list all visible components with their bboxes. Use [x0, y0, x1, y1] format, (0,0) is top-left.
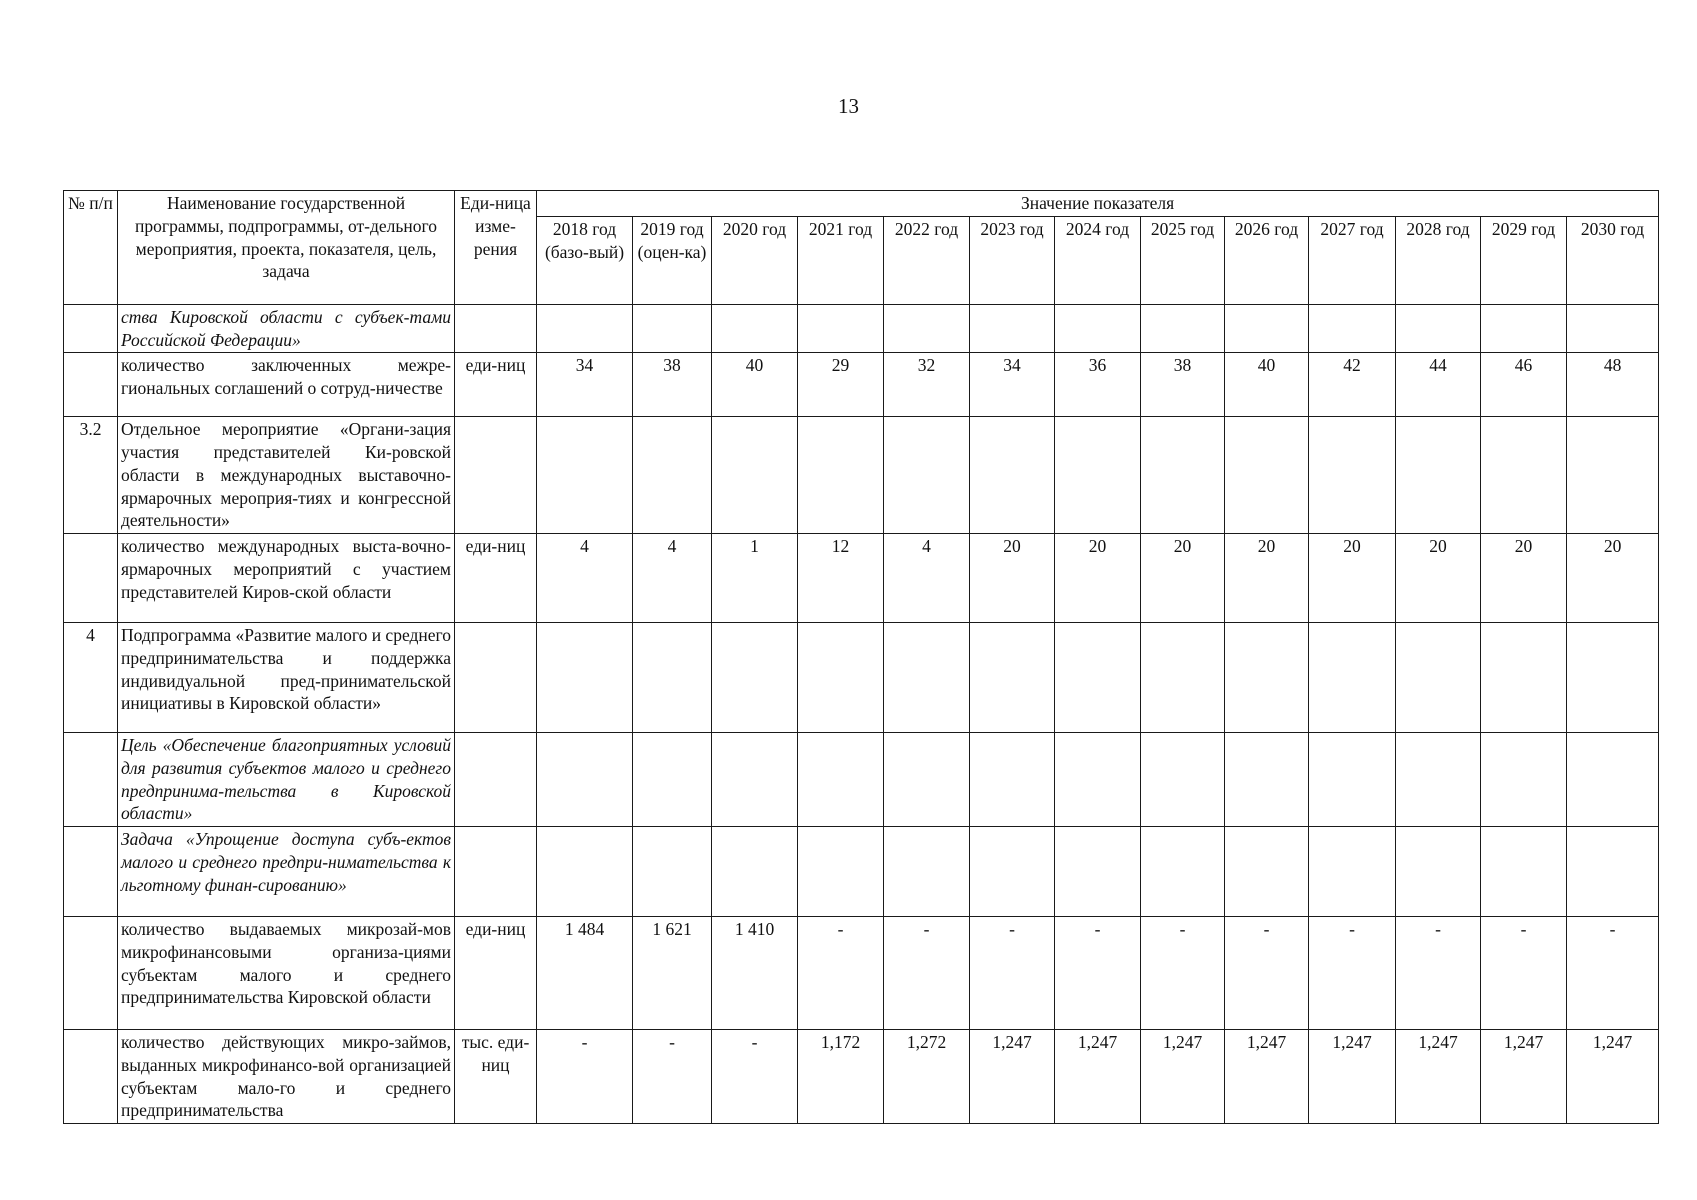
value-cell: 1,247: [970, 1030, 1055, 1124]
value-cell: [970, 417, 1055, 534]
value-cell: [798, 417, 884, 534]
value-cell: [1141, 827, 1225, 917]
value-cell: 44: [1396, 353, 1481, 417]
value-cell: [1309, 417, 1396, 534]
value-cell: [1225, 827, 1309, 917]
value-cell: 1,247: [1225, 1030, 1309, 1124]
header-value-group: Значение показателя: [537, 191, 1659, 217]
value-cell: 1,247: [1396, 1030, 1481, 1124]
value-cell: -: [1225, 917, 1309, 1030]
value-cell: [712, 623, 798, 733]
row-unit: еди-ниц: [455, 534, 537, 623]
table-row: [64, 534, 1659, 623]
row-number: [64, 1030, 118, 1124]
value-cell: [1225, 304, 1309, 353]
value-cell: [633, 623, 712, 733]
value-cell: [1141, 733, 1225, 827]
row-name: количество международных выста-вочно-ярмарочных мероприятий с участием представителей Киров-ской области: [118, 534, 455, 623]
value-cell: 20: [1481, 534, 1567, 623]
value-cell: [1396, 733, 1481, 827]
value-cell: -: [1309, 917, 1396, 1030]
row-name: количество действующих микро-займов, выданных микрофинансо-вой организацией субъектам мало-го и среднего предпринимательства: [118, 1030, 455, 1124]
header-year: 2023 год: [970, 216, 1055, 304]
row-name: количество выдаваемых микрозай-мов микрофинансовыми организа-циями субъектам малого и среднего предпринимательства Кировской области: [118, 917, 455, 1030]
row-unit: [455, 417, 537, 534]
value-cell: 4: [537, 534, 633, 623]
value-cell: -: [798, 917, 884, 1030]
value-cell: -: [884, 917, 970, 1030]
table-row: [64, 623, 1659, 733]
table-row: [64, 304, 1659, 353]
value-cell: 1,247: [1055, 1030, 1141, 1124]
value-cell: [970, 304, 1055, 353]
value-cell: [537, 733, 633, 827]
value-cell: [1396, 417, 1481, 534]
value-cell: [537, 827, 633, 917]
value-cell: 20: [1141, 534, 1225, 623]
value-cell: 42: [1309, 353, 1396, 417]
value-cell: [1141, 417, 1225, 534]
header-unit: Еди-ница изме-рения: [455, 191, 537, 305]
row-number: [64, 534, 118, 623]
value-cell: [1055, 304, 1141, 353]
value-cell: 20: [1567, 534, 1659, 623]
value-cell: [798, 304, 884, 353]
value-cell: -: [1141, 917, 1225, 1030]
table-row: [64, 733, 1659, 827]
value-cell: [1481, 623, 1567, 733]
row-number: [64, 304, 118, 353]
value-cell: -: [1567, 917, 1659, 1030]
value-cell: [712, 733, 798, 827]
value-cell: [1567, 733, 1659, 827]
value-cell: 32: [884, 353, 970, 417]
value-cell: [1481, 417, 1567, 534]
row-name: ства Кировской области с субъек-тами Российской Федерации»: [118, 304, 455, 353]
value-cell: [884, 623, 970, 733]
value-cell: 38: [633, 353, 712, 417]
header-name: Наименование государственной программы, подпрограммы, от-дельного мероприятия, проекта, показателя, цель, задача: [118, 191, 455, 305]
row-unit: [455, 827, 537, 917]
table-row: [64, 917, 1659, 1030]
value-cell: [1055, 733, 1141, 827]
value-cell: [1481, 733, 1567, 827]
value-cell: 48: [1567, 353, 1659, 417]
value-cell: [1141, 304, 1225, 353]
value-cell: [712, 417, 798, 534]
value-cell: 20: [970, 534, 1055, 623]
value-cell: [970, 733, 1055, 827]
header-num: № п/п: [64, 191, 118, 305]
value-cell: [1141, 623, 1225, 733]
value-cell: -: [1055, 917, 1141, 1030]
value-cell: [884, 827, 970, 917]
value-cell: -: [633, 1030, 712, 1124]
table-row: [64, 827, 1659, 917]
value-cell: 38: [1141, 353, 1225, 417]
value-cell: -: [537, 1030, 633, 1124]
value-cell: [1225, 623, 1309, 733]
row-name: Задача «Упрощение доступа субъ-ектов малого и среднего предпри-нимательства к льготному финан-сированию»: [118, 827, 455, 917]
row-number: [64, 733, 118, 827]
value-cell: 1 410: [712, 917, 798, 1030]
value-cell: [970, 827, 1055, 917]
value-cell: [1567, 827, 1659, 917]
table-row: [64, 353, 1659, 417]
row-number: 4: [64, 623, 118, 733]
value-cell: 20: [1396, 534, 1481, 623]
value-cell: 4: [633, 534, 712, 623]
value-cell: 20: [1055, 534, 1141, 623]
header-year: 2019 год (оцен-ка): [633, 216, 712, 304]
value-cell: [537, 417, 633, 534]
header-year: 2021 год: [798, 216, 884, 304]
value-cell: [633, 417, 712, 534]
value-cell: 20: [1309, 534, 1396, 623]
value-cell: [1309, 623, 1396, 733]
value-cell: [1225, 417, 1309, 534]
table-body: [64, 304, 1659, 1123]
value-cell: [1567, 623, 1659, 733]
value-cell: 1 484: [537, 917, 633, 1030]
value-cell: [1481, 827, 1567, 917]
row-name: Подпрограмма «Развитие малого и среднего предпринимательства и поддержка индивидуальной пред-принимательской инициативы в Кировской области»: [118, 623, 455, 733]
value-cell: 1 621: [633, 917, 712, 1030]
value-cell: 1,247: [1309, 1030, 1396, 1124]
value-cell: 4: [884, 534, 970, 623]
value-cell: 1,247: [1141, 1030, 1225, 1124]
value-cell: [1055, 623, 1141, 733]
value-cell: 46: [1481, 353, 1567, 417]
header-year: 2024 год: [1055, 216, 1141, 304]
value-cell: [1396, 623, 1481, 733]
value-cell: [1567, 417, 1659, 534]
value-cell: 1,172: [798, 1030, 884, 1124]
value-cell: [1396, 304, 1481, 353]
row-unit: тыс. еди-ниц: [455, 1030, 537, 1124]
value-cell: 1: [712, 534, 798, 623]
header-year: 2020 год: [712, 216, 798, 304]
row-unit: еди-ниц: [455, 917, 537, 1030]
table-row: [64, 1030, 1659, 1124]
row-unit: [455, 304, 537, 353]
value-cell: 1,247: [1481, 1030, 1567, 1124]
value-cell: -: [712, 1030, 798, 1124]
value-cell: [633, 304, 712, 353]
value-cell: [884, 733, 970, 827]
value-cell: -: [1396, 917, 1481, 1030]
value-cell: 34: [970, 353, 1055, 417]
header-year: 2022 год: [884, 216, 970, 304]
value-cell: [798, 733, 884, 827]
row-unit: еди-ниц: [455, 353, 537, 417]
value-cell: [1055, 417, 1141, 534]
value-cell: 34: [537, 353, 633, 417]
table-row: [64, 417, 1659, 534]
value-cell: [1481, 304, 1567, 353]
value-cell: 40: [1225, 353, 1309, 417]
value-cell: 20: [1225, 534, 1309, 623]
value-cell: [798, 827, 884, 917]
header-year: 2025 год: [1141, 216, 1225, 304]
value-cell: [1055, 827, 1141, 917]
row-name: количество заключенных межре-гиональных соглашений о сотруд-ничестве: [118, 353, 455, 417]
page-number: 13: [838, 94, 859, 118]
row-number: [64, 353, 118, 417]
row-name: Отдельное мероприятие «Органи-зация участия представителей Ки-ровской области в международных выставочно-ярмарочных мероприя-тиях и конгрессной деятельности»: [118, 417, 455, 534]
value-cell: [970, 623, 1055, 733]
table-header: [64, 191, 1659, 305]
value-cell: [798, 623, 884, 733]
value-cell: [537, 623, 633, 733]
value-cell: 40: [712, 353, 798, 417]
header-year: 2030 год: [1567, 216, 1659, 304]
value-cell: [1309, 827, 1396, 917]
value-cell: [1309, 304, 1396, 353]
value-cell: [1396, 827, 1481, 917]
row-name: Цель «Обеспечение благоприятных условий для развития субъектов малого и среднего предпринима-тельства в Кировской области»: [118, 733, 455, 827]
row-unit: [455, 623, 537, 733]
header-year: 2018 год (базо-вый): [537, 216, 633, 304]
header-year: 2029 год: [1481, 216, 1567, 304]
row-number: [64, 827, 118, 917]
row-number: [64, 917, 118, 1030]
value-cell: [884, 304, 970, 353]
row-number: 3.2: [64, 417, 118, 534]
value-cell: [1225, 733, 1309, 827]
header-year: 2028 год: [1396, 216, 1481, 304]
value-cell: [633, 733, 712, 827]
value-cell: 12: [798, 534, 884, 623]
value-cell: [712, 304, 798, 353]
value-cell: 1,247: [1567, 1030, 1659, 1124]
value-cell: [537, 304, 633, 353]
header-year: 2026 год: [1225, 216, 1309, 304]
value-cell: -: [1481, 917, 1567, 1030]
value-cell: [884, 417, 970, 534]
value-cell: 29: [798, 353, 884, 417]
value-cell: [712, 827, 798, 917]
header-year: 2027 год: [1309, 216, 1396, 304]
indicator-table: [63, 190, 1659, 1124]
value-cell: [1309, 733, 1396, 827]
value-cell: 36: [1055, 353, 1141, 417]
row-unit: [455, 733, 537, 827]
value-cell: [633, 827, 712, 917]
value-cell: [1567, 304, 1659, 353]
value-cell: -: [970, 917, 1055, 1030]
value-cell: 1,272: [884, 1030, 970, 1124]
